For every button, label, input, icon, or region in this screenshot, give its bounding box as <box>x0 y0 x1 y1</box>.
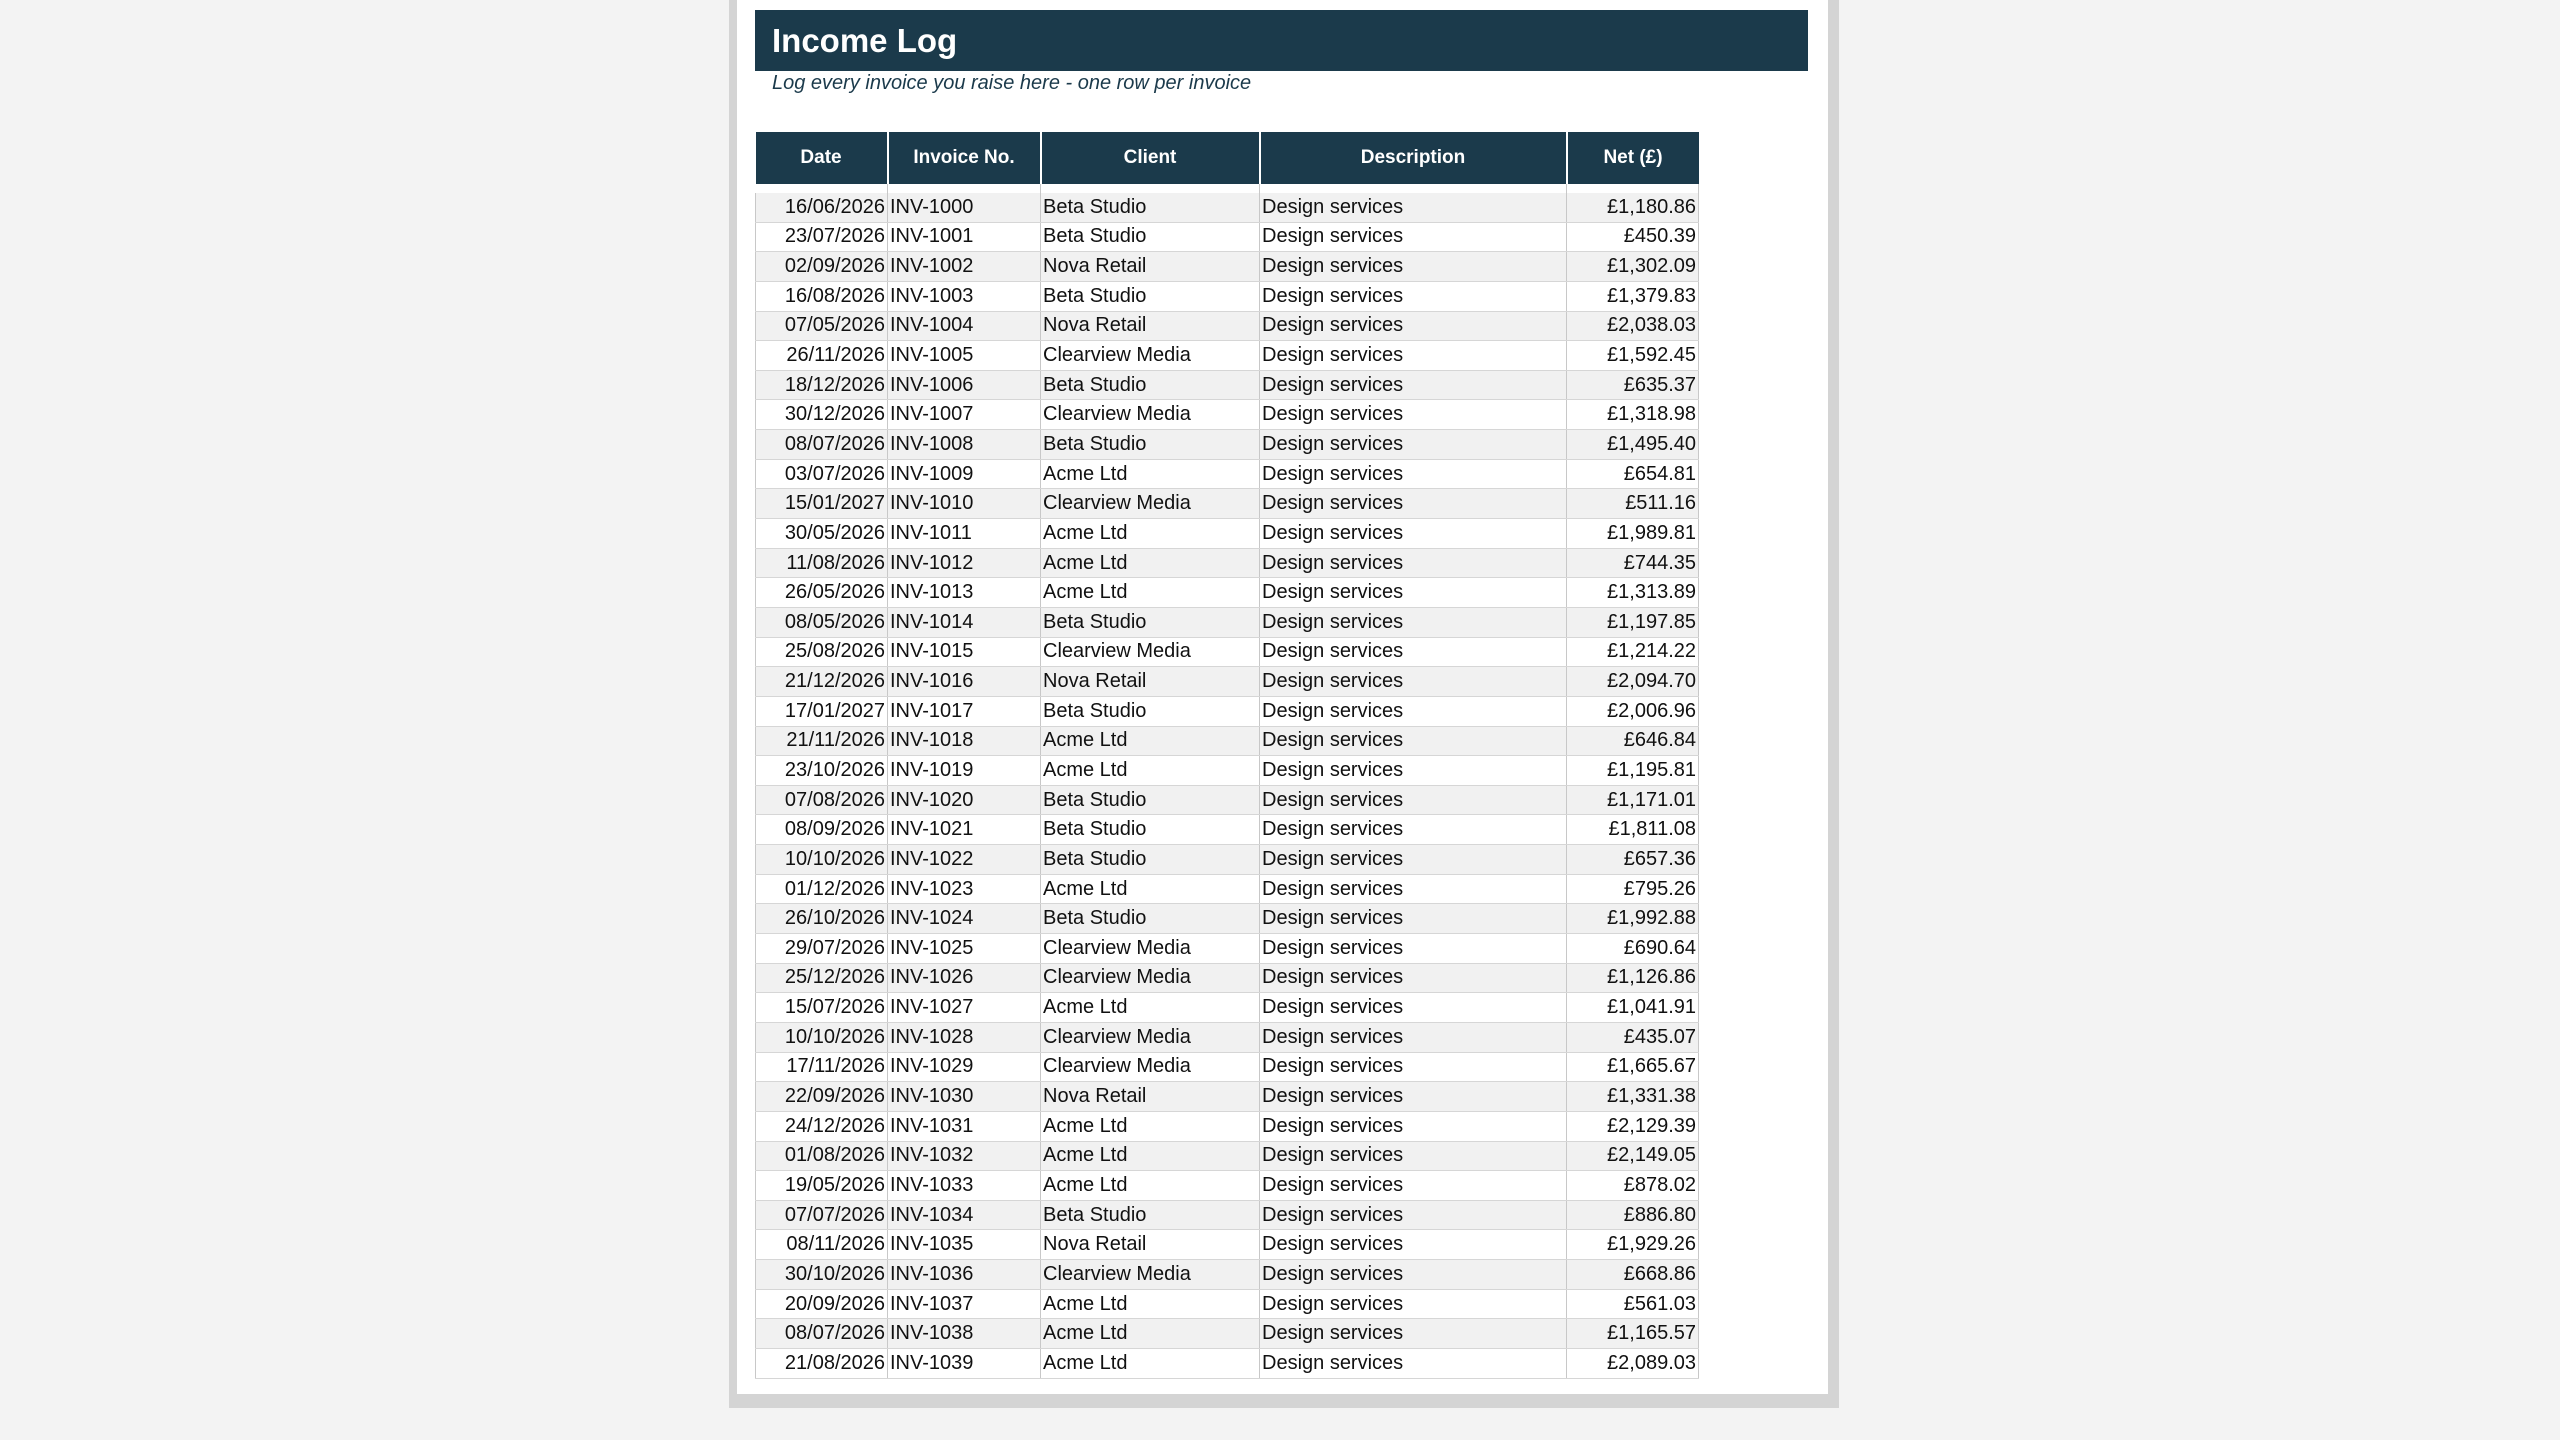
cell-client[interactable]: Clearview Media <box>1041 489 1260 519</box>
cell-net[interactable]: £1,313.89 <box>1567 578 1699 608</box>
cell-invoice-no[interactable]: INV-1001 <box>888 222 1041 252</box>
cell-client[interactable]: Acme Ltd <box>1041 1171 1260 1201</box>
cell-description[interactable]: Design services <box>1260 845 1567 875</box>
header-description[interactable]: Description <box>1260 132 1567 184</box>
table-row <box>756 637 1699 667</box>
table-row <box>756 1200 1699 1230</box>
cell-net[interactable]: £1,331.38 <box>1567 1082 1699 1112</box>
cell-description[interactable]: Design services <box>1260 341 1567 371</box>
cell-invoice-no[interactable]: INV-1017 <box>888 696 1041 726</box>
table-row <box>756 1022 1699 1052</box>
cell-net[interactable]: £1,318.98 <box>1567 400 1699 430</box>
cell-date[interactable]: 21/08/2026 <box>756 1348 888 1378</box>
cell-net[interactable]: £511.16 <box>1567 489 1699 519</box>
cell-net[interactable]: £654.81 <box>1567 459 1699 489</box>
table-row <box>756 874 1699 904</box>
table-row <box>756 845 1699 875</box>
cell-invoice-no[interactable]: INV-1004 <box>888 311 1041 341</box>
table-row <box>756 696 1699 726</box>
cell-invoice-no[interactable]: INV-1029 <box>888 1052 1041 1082</box>
cell-net[interactable]: £1,665.67 <box>1567 1052 1699 1082</box>
cell-date[interactable]: 21/11/2026 <box>756 726 888 756</box>
cell-client[interactable]: Acme Ltd <box>1041 578 1260 608</box>
cell-invoice-no[interactable]: INV-1020 <box>888 785 1041 815</box>
cell-client[interactable]: Beta Studio <box>1041 607 1260 637</box>
table-row <box>756 904 1699 934</box>
cell-net[interactable]: £1,992.88 <box>1567 904 1699 934</box>
table-row <box>756 489 1699 519</box>
cell-date[interactable]: 07/07/2026 <box>756 1200 888 1230</box>
cell-description[interactable]: Design services <box>1260 1082 1567 1112</box>
cell-invoice-no[interactable]: INV-1009 <box>888 459 1041 489</box>
cell-date[interactable]: 26/05/2026 <box>756 578 888 608</box>
cell-net[interactable]: £1,811.08 <box>1567 815 1699 845</box>
cell-invoice-no[interactable]: INV-1037 <box>888 1289 1041 1319</box>
cell-invoice-no[interactable]: INV-1019 <box>888 756 1041 786</box>
cell-invoice-no[interactable]: INV-1039 <box>888 1348 1041 1378</box>
cell-description[interactable]: Design services <box>1260 519 1567 549</box>
cell-client[interactable]: Acme Ltd <box>1041 519 1260 549</box>
cell-client[interactable]: Clearview Media <box>1041 1260 1260 1290</box>
table-row <box>756 1171 1699 1201</box>
cell-client[interactable]: Clearview Media <box>1041 934 1260 964</box>
cell-invoice-no[interactable]: INV-1015 <box>888 637 1041 667</box>
table-row <box>756 993 1699 1023</box>
cell-net[interactable]: £1,180.86 <box>1567 193 1699 222</box>
cell-date[interactable]: 02/09/2026 <box>756 252 888 282</box>
table-row <box>756 1141 1699 1171</box>
cell-date[interactable]: 07/05/2026 <box>756 311 888 341</box>
cell-description[interactable]: Design services <box>1260 578 1567 608</box>
cell-net[interactable]: £878.02 <box>1567 1171 1699 1201</box>
table-row <box>756 252 1699 282</box>
spacer-cell <box>1041 184 1260 193</box>
cell-date[interactable]: 20/09/2026 <box>756 1289 888 1319</box>
cell-net[interactable]: £1,165.57 <box>1567 1319 1699 1349</box>
cell-net[interactable]: £1,197.85 <box>1567 607 1699 637</box>
cell-invoice-no[interactable]: INV-1031 <box>888 1111 1041 1141</box>
table-row <box>756 963 1699 993</box>
cell-net[interactable]: £1,929.26 <box>1567 1230 1699 1260</box>
cell-invoice-no[interactable]: INV-1008 <box>888 430 1041 460</box>
cell-description[interactable]: Design services <box>1260 667 1567 697</box>
cell-client[interactable]: Clearview Media <box>1041 1052 1260 1082</box>
cell-description[interactable]: Design services <box>1260 370 1567 400</box>
cell-description[interactable]: Design services <box>1260 726 1567 756</box>
cell-client[interactable]: Acme Ltd <box>1041 993 1260 1023</box>
table-row <box>756 785 1699 815</box>
cell-description[interactable]: Design services <box>1260 1200 1567 1230</box>
table-row <box>756 607 1699 637</box>
cell-client[interactable]: Beta Studio <box>1041 370 1260 400</box>
cell-description[interactable]: Design services <box>1260 756 1567 786</box>
cell-client[interactable]: Clearview Media <box>1041 400 1260 430</box>
income-log-table <box>755 132 1699 1379</box>
cell-client[interactable]: Nova Retail <box>1041 311 1260 341</box>
table-row <box>756 934 1699 964</box>
table-row <box>756 400 1699 430</box>
table-row <box>756 1289 1699 1319</box>
cell-date[interactable]: 16/06/2026 <box>756 193 888 222</box>
table-row <box>756 193 1699 222</box>
cell-net[interactable]: £2,089.03 <box>1567 1348 1699 1378</box>
table-row <box>756 1348 1699 1378</box>
header-spacer <box>756 184 1699 193</box>
cell-client[interactable]: Acme Ltd <box>1041 1289 1260 1319</box>
cell-description[interactable]: Design services <box>1260 222 1567 252</box>
table-row <box>756 1319 1699 1349</box>
cell-net[interactable]: £1,302.09 <box>1567 252 1699 282</box>
table-row <box>756 578 1699 608</box>
cell-description[interactable]: Design services <box>1260 1348 1567 1378</box>
cell-description[interactable]: Design services <box>1260 1171 1567 1201</box>
table-row <box>756 1230 1699 1260</box>
cell-invoice-no[interactable]: INV-1030 <box>888 1082 1041 1112</box>
header-client[interactable]: Client <box>1041 132 1260 184</box>
cell-date[interactable]: 10/10/2026 <box>756 845 888 875</box>
table-row <box>756 667 1699 697</box>
cell-client[interactable]: Beta Studio <box>1041 696 1260 726</box>
cell-date[interactable]: 10/10/2026 <box>756 1022 888 1052</box>
cell-invoice-no[interactable]: INV-1021 <box>888 815 1041 845</box>
cell-description[interactable]: Design services <box>1260 874 1567 904</box>
cell-client[interactable]: Acme Ltd <box>1041 1141 1260 1171</box>
cell-description[interactable]: Design services <box>1260 993 1567 1023</box>
cell-invoice-no[interactable]: INV-1038 <box>888 1319 1041 1349</box>
cell-invoice-no[interactable]: INV-1007 <box>888 400 1041 430</box>
cell-description[interactable]: Design services <box>1260 696 1567 726</box>
cell-client[interactable]: Clearview Media <box>1041 341 1260 371</box>
table-row <box>756 1260 1699 1290</box>
cell-net[interactable]: £657.36 <box>1567 845 1699 875</box>
cell-date[interactable]: 25/08/2026 <box>756 637 888 667</box>
table-row <box>756 1082 1699 1112</box>
cell-date[interactable]: 11/08/2026 <box>756 548 888 578</box>
cell-client[interactable]: Nova Retail <box>1041 667 1260 697</box>
cell-net[interactable]: £1,989.81 <box>1567 519 1699 549</box>
cell-client[interactable]: Nova Retail <box>1041 1082 1260 1112</box>
cell-client[interactable]: Clearview Media <box>1041 1022 1260 1052</box>
cell-invoice-no[interactable]: INV-1003 <box>888 281 1041 311</box>
cell-date[interactable]: 03/07/2026 <box>756 459 888 489</box>
cell-invoice-no[interactable]: INV-1025 <box>888 934 1041 964</box>
cell-date[interactable]: 16/08/2026 <box>756 281 888 311</box>
cell-client[interactable]: Acme Ltd <box>1041 459 1260 489</box>
cell-description[interactable]: Design services <box>1260 311 1567 341</box>
cell-date[interactable]: 08/09/2026 <box>756 815 888 845</box>
cell-date[interactable]: 19/05/2026 <box>756 1171 888 1201</box>
cell-date[interactable]: 30/10/2026 <box>756 1260 888 1290</box>
spacer-cell <box>1567 184 1699 193</box>
cell-client[interactable]: Acme Ltd <box>1041 1319 1260 1349</box>
sheet-title: Income Log <box>772 21 958 59</box>
cell-description[interactable]: Design services <box>1260 607 1567 637</box>
cell-net[interactable]: £635.37 <box>1567 370 1699 400</box>
cell-description[interactable]: Design services <box>1260 1111 1567 1141</box>
cell-net[interactable]: £795.26 <box>1567 874 1699 904</box>
table-row <box>756 1052 1699 1082</box>
cell-invoice-no[interactable]: INV-1018 <box>888 726 1041 756</box>
cell-date[interactable]: 01/12/2026 <box>756 874 888 904</box>
cell-client[interactable]: Acme Ltd <box>1041 1348 1260 1378</box>
cell-invoice-no[interactable]: INV-1033 <box>888 1171 1041 1201</box>
cell-date[interactable]: 22/09/2026 <box>756 1082 888 1112</box>
table-row <box>756 756 1699 786</box>
cell-net[interactable]: £435.07 <box>1567 1022 1699 1052</box>
cell-invoice-no[interactable]: INV-1013 <box>888 578 1041 608</box>
cell-date[interactable]: 24/12/2026 <box>756 1111 888 1141</box>
cell-invoice-no[interactable]: INV-1011 <box>888 519 1041 549</box>
cell-description[interactable]: Design services <box>1260 1319 1567 1349</box>
cell-date[interactable]: 29/07/2026 <box>756 934 888 964</box>
cell-invoice-no[interactable]: INV-1016 <box>888 667 1041 697</box>
header-date[interactable]: Date <box>756 132 888 184</box>
cell-net[interactable]: £2,038.03 <box>1567 311 1699 341</box>
cell-invoice-no[interactable]: INV-1028 <box>888 1022 1041 1052</box>
cell-description[interactable]: Design services <box>1260 252 1567 282</box>
cell-description[interactable]: Design services <box>1260 193 1567 222</box>
cell-client[interactable]: Acme Ltd <box>1041 874 1260 904</box>
cell-net[interactable]: £1,214.22 <box>1567 637 1699 667</box>
cell-date[interactable]: 18/12/2026 <box>756 370 888 400</box>
cell-net[interactable]: £561.03 <box>1567 1289 1699 1319</box>
cell-net[interactable]: £690.64 <box>1567 934 1699 964</box>
cell-net[interactable]: £886.80 <box>1567 1200 1699 1230</box>
cell-net[interactable]: £1,041.91 <box>1567 993 1699 1023</box>
cell-net[interactable]: £1,195.81 <box>1567 756 1699 786</box>
cell-description[interactable]: Design services <box>1260 459 1567 489</box>
table-row <box>756 370 1699 400</box>
cell-client[interactable]: Beta Studio <box>1041 1200 1260 1230</box>
spacer-cell <box>756 184 888 193</box>
cell-description[interactable]: Design services <box>1260 934 1567 964</box>
cell-net[interactable]: £668.86 <box>1567 1260 1699 1290</box>
header-invoice-no[interactable]: Invoice No. <box>888 132 1041 184</box>
cell-client[interactable]: Beta Studio <box>1041 845 1260 875</box>
sheet-subtitle: Log every invoice you raise here - one row per invoice <box>772 72 1252 94</box>
cell-description[interactable]: Design services <box>1260 785 1567 815</box>
cell-client[interactable]: Acme Ltd <box>1041 756 1260 786</box>
spacer-cell <box>888 184 1041 193</box>
cell-invoice-no[interactable]: INV-1036 <box>888 1260 1041 1290</box>
table-row <box>756 222 1699 252</box>
cell-client[interactable]: Acme Ltd <box>1041 548 1260 578</box>
cell-net[interactable]: £646.84 <box>1567 726 1699 756</box>
table-row <box>756 726 1699 756</box>
cell-date[interactable]: 26/11/2026 <box>756 341 888 371</box>
cell-date[interactable]: 23/07/2026 <box>756 222 888 252</box>
cell-net[interactable]: £1,495.40 <box>1567 430 1699 460</box>
cell-description[interactable]: Design services <box>1260 489 1567 519</box>
cell-description[interactable]: Design services <box>1260 963 1567 993</box>
cell-description[interactable]: Design services <box>1260 1052 1567 1082</box>
cell-description[interactable]: Design services <box>1260 1022 1567 1052</box>
cell-net[interactable]: £2,149.05 <box>1567 1141 1699 1171</box>
cell-date[interactable]: 08/07/2026 <box>756 430 888 460</box>
cell-invoice-no[interactable]: INV-1026 <box>888 963 1041 993</box>
cell-invoice-no[interactable]: INV-1014 <box>888 607 1041 637</box>
cell-net[interactable]: £1,592.45 <box>1567 341 1699 371</box>
cell-description[interactable]: Design services <box>1260 1289 1567 1319</box>
cell-description[interactable]: Design services <box>1260 904 1567 934</box>
cell-invoice-no[interactable]: INV-1023 <box>888 874 1041 904</box>
cell-client[interactable]: Nova Retail <box>1041 252 1260 282</box>
cell-net[interactable]: £1,126.86 <box>1567 963 1699 993</box>
cell-invoice-no[interactable]: INV-1012 <box>888 548 1041 578</box>
cell-invoice-no[interactable]: INV-1034 <box>888 1200 1041 1230</box>
table-row <box>756 281 1699 311</box>
cell-net[interactable]: £744.35 <box>1567 548 1699 578</box>
cell-invoice-no[interactable]: INV-1002 <box>888 252 1041 282</box>
cell-description[interactable]: Design services <box>1260 400 1567 430</box>
table-row <box>756 1111 1699 1141</box>
cell-client[interactable]: Beta Studio <box>1041 430 1260 460</box>
cell-client[interactable]: Beta Studio <box>1041 193 1260 222</box>
cell-date[interactable]: 01/08/2026 <box>756 1141 888 1171</box>
cell-client[interactable]: Acme Ltd <box>1041 726 1260 756</box>
cell-invoice-no[interactable]: INV-1035 <box>888 1230 1041 1260</box>
cell-invoice-no[interactable]: INV-1027 <box>888 993 1041 1023</box>
cell-net[interactable]: £2,129.39 <box>1567 1111 1699 1141</box>
cell-description[interactable]: Design services <box>1260 548 1567 578</box>
cell-description[interactable]: Design services <box>1260 1230 1567 1260</box>
cell-description[interactable]: Design services <box>1260 815 1567 845</box>
table-row <box>756 519 1699 549</box>
cell-client[interactable]: Clearview Media <box>1041 637 1260 667</box>
cell-date[interactable]: 08/07/2026 <box>756 1319 888 1349</box>
header-row <box>756 132 1699 184</box>
cell-description[interactable]: Design services <box>1260 1141 1567 1171</box>
cell-client[interactable]: Beta Studio <box>1041 785 1260 815</box>
cell-date[interactable]: 23/10/2026 <box>756 756 888 786</box>
cell-description[interactable]: Design services <box>1260 281 1567 311</box>
cell-date[interactable]: 26/10/2026 <box>756 904 888 934</box>
cell-client[interactable]: Beta Studio <box>1041 815 1260 845</box>
cell-date[interactable]: 08/05/2026 <box>756 607 888 637</box>
cell-invoice-no[interactable]: INV-1022 <box>888 845 1041 875</box>
header-net[interactable]: Net (£) <box>1567 132 1699 184</box>
cell-client[interactable]: Beta Studio <box>1041 904 1260 934</box>
cell-client[interactable]: Clearview Media <box>1041 963 1260 993</box>
table-row <box>756 341 1699 371</box>
cell-client[interactable]: Beta Studio <box>1041 222 1260 252</box>
sheet-title-bar <box>755 10 1808 71</box>
cell-date[interactable]: 15/07/2026 <box>756 993 888 1023</box>
cell-date[interactable]: 15/01/2027 <box>756 489 888 519</box>
cell-description[interactable]: Design services <box>1260 637 1567 667</box>
cell-client[interactable]: Beta Studio <box>1041 281 1260 311</box>
cell-client[interactable]: Acme Ltd <box>1041 1111 1260 1141</box>
table-row <box>756 459 1699 489</box>
cell-invoice-no[interactable]: INV-1005 <box>888 341 1041 371</box>
cell-date[interactable]: 08/11/2026 <box>756 1230 888 1260</box>
cell-date[interactable]: 30/05/2026 <box>756 519 888 549</box>
cell-date[interactable]: 07/08/2026 <box>756 785 888 815</box>
table-row <box>756 430 1699 460</box>
cell-description[interactable]: Design services <box>1260 1260 1567 1290</box>
table-row <box>756 815 1699 845</box>
cell-net[interactable]: £1,379.83 <box>1567 281 1699 311</box>
cell-date[interactable]: 17/01/2027 <box>756 696 888 726</box>
cell-net[interactable]: £2,006.96 <box>1567 696 1699 726</box>
table-row <box>756 548 1699 578</box>
cell-date[interactable]: 25/12/2026 <box>756 963 888 993</box>
cell-invoice-no[interactable]: INV-1010 <box>888 489 1041 519</box>
table-row <box>756 311 1699 341</box>
cell-date[interactable]: 30/12/2026 <box>756 400 888 430</box>
cell-net[interactable]: £2,094.70 <box>1567 667 1699 697</box>
cell-date[interactable]: 17/11/2026 <box>756 1052 888 1082</box>
cell-date[interactable]: 21/12/2026 <box>756 667 888 697</box>
cell-net[interactable]: £1,171.01 <box>1567 785 1699 815</box>
cell-net[interactable]: £450.39 <box>1567 222 1699 252</box>
spacer-cell <box>1260 184 1567 193</box>
cell-client[interactable]: Nova Retail <box>1041 1230 1260 1260</box>
cell-invoice-no[interactable]: INV-1024 <box>888 904 1041 934</box>
cell-invoice-no[interactable]: INV-1032 <box>888 1141 1041 1171</box>
cell-invoice-no[interactable]: INV-1006 <box>888 370 1041 400</box>
cell-invoice-no[interactable]: INV-1000 <box>888 193 1041 222</box>
cell-description[interactable]: Design services <box>1260 430 1567 460</box>
